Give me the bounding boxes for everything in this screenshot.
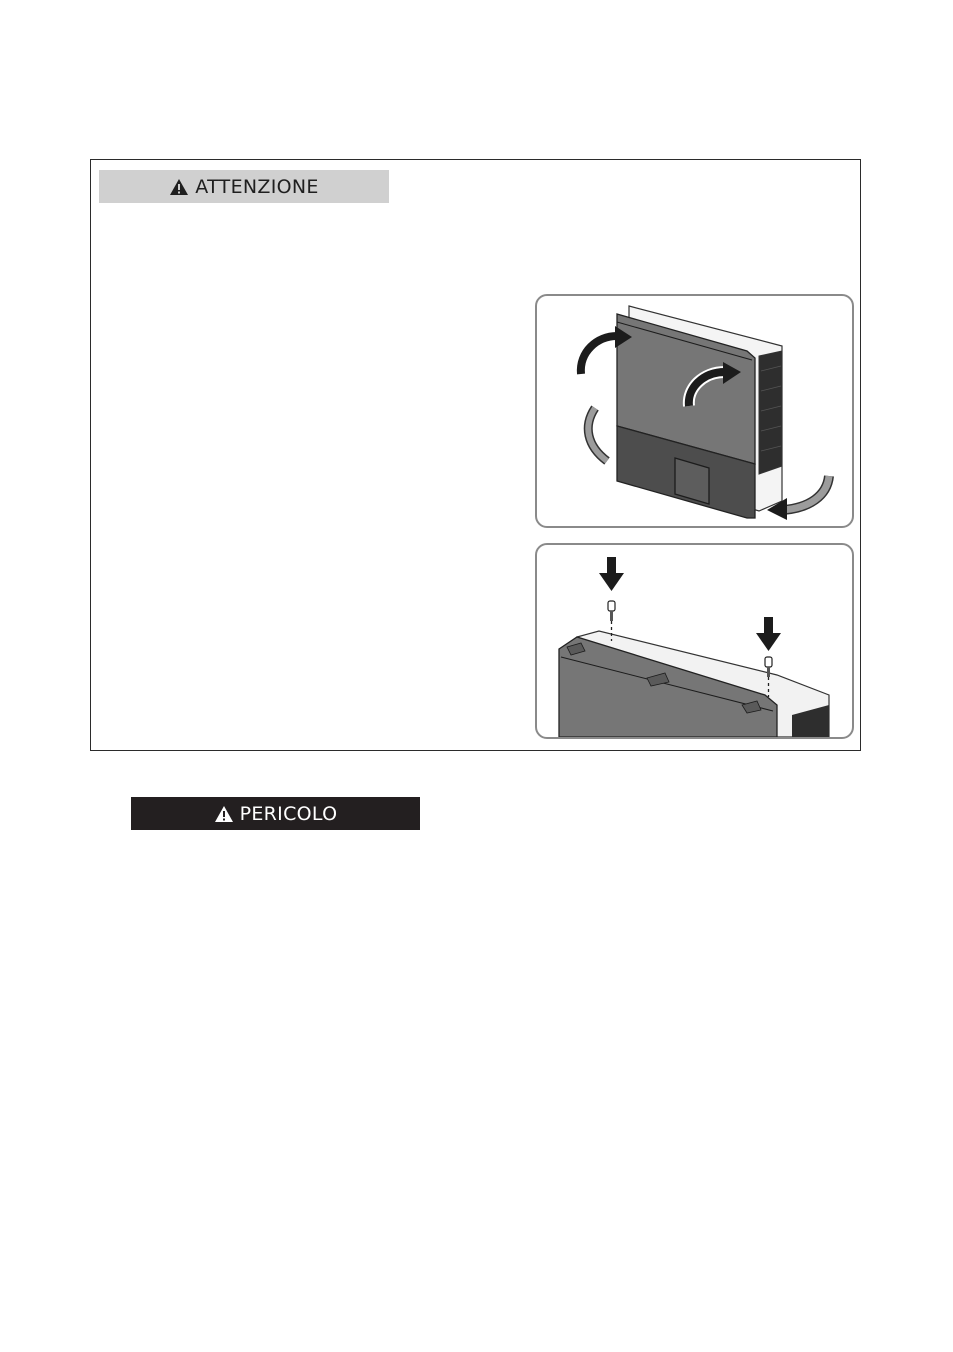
danger-label [131, 797, 420, 830]
warning-triangle-icon [169, 178, 189, 196]
danger-label-text: PERICOLO [239, 802, 338, 825]
screw-insertion-illustration [535, 543, 854, 739]
caution-label [99, 170, 389, 203]
cover-rotation-illustration [535, 294, 854, 528]
warning-triangle-icon [214, 805, 234, 823]
caution-label-text: ATTENZIONE [195, 175, 319, 198]
